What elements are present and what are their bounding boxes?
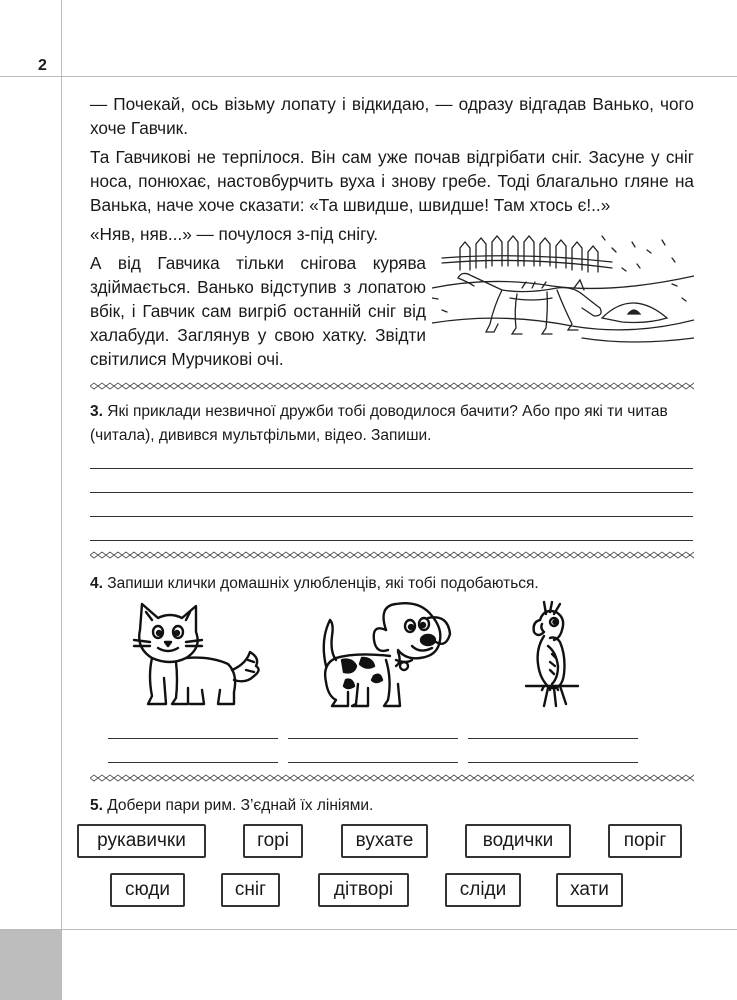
header-line [0,76,737,77]
task-3 [90,400,694,448]
answer-line[interactable] [90,492,693,493]
rhyme-word[interactable]: хати [556,873,623,907]
task-4-number: 4. [90,575,103,592]
task-4-text: Запиши клички домашніх улюбленців, які тобі подобаються. [107,575,539,592]
rhyme-word[interactable]: горі [243,824,303,858]
rhyme-word[interactable]: водички [465,824,571,858]
story-paragraph-4: А від Гавчика тільки снігова курява здіймається. Ванько відступив з лопатою вбік, і Гавчик сам вигріб останній сніг від халабуди. Заглянув у свою хатку. Звідти світилися Мурчикові очі. [90,253,426,369]
answer-line[interactable] [90,516,693,517]
task-4 [90,572,694,596]
story-paragraph-1: — Почекай, ось візьму лопату і відкидаю, — одразу відгадав Ванько, чого хоче Гавчик. [90,94,694,138]
answer-line[interactable] [90,540,693,541]
pet-name-line[interactable] [108,762,278,763]
rhyme-word[interactable]: сніг [221,873,280,907]
task-3-text: Які приклади незвичної дружби тобі доводилося бачити? Або про які ти читав (читала), дивився мультфільми, відео. Запиши. [90,403,668,444]
pet-name-line[interactable] [288,738,458,739]
rhyme-word[interactable]: сюди [110,873,185,907]
story-paragraph-2: Та Гавчикові не терпілося. Він сам уже почав відгрібати сніг. Засуне у сніг носа, понюхає, настовбурчить вуха і знову гребе. Тоді благально гляне на Ванька, наче хоче сказати: «Та швидше, швидше! Там хтось є!..» [90,147,694,215]
task-3-number: 3. [90,403,103,420]
story-paragraph-3: «Няв, няв...» — почулося з-під снігу. [90,224,378,244]
pet-name-line[interactable] [468,762,638,763]
task-5-text: Добери пари рим. З’єднай їх лініями. [107,797,374,814]
dog-in-snow-illustration [432,228,694,353]
section-divider [90,551,694,559]
rhyme-word[interactable]: поріг [608,824,682,858]
dog-illustration [316,600,456,710]
page-number: 2 [38,57,47,74]
task-5-number: 5. [90,797,103,814]
footer-line [0,929,737,930]
parrot-illustration [520,600,582,710]
pet-name-line[interactable] [288,762,458,763]
margin-line-vertical [61,0,62,1000]
rhyme-word[interactable]: дітворі [318,873,409,907]
rhyme-word[interactable]: вухате [341,824,428,858]
section-divider [90,774,694,782]
pet-name-line[interactable] [468,738,638,739]
rhyme-word[interactable]: сліди [445,873,521,907]
task-5 [90,794,694,818]
footer-gray-block [0,930,61,1000]
answer-line[interactable] [90,468,693,469]
section-divider [90,382,694,390]
rhyme-word[interactable]: рукавички [77,824,206,858]
cat-illustration [130,600,265,710]
pet-name-line[interactable] [108,738,278,739]
